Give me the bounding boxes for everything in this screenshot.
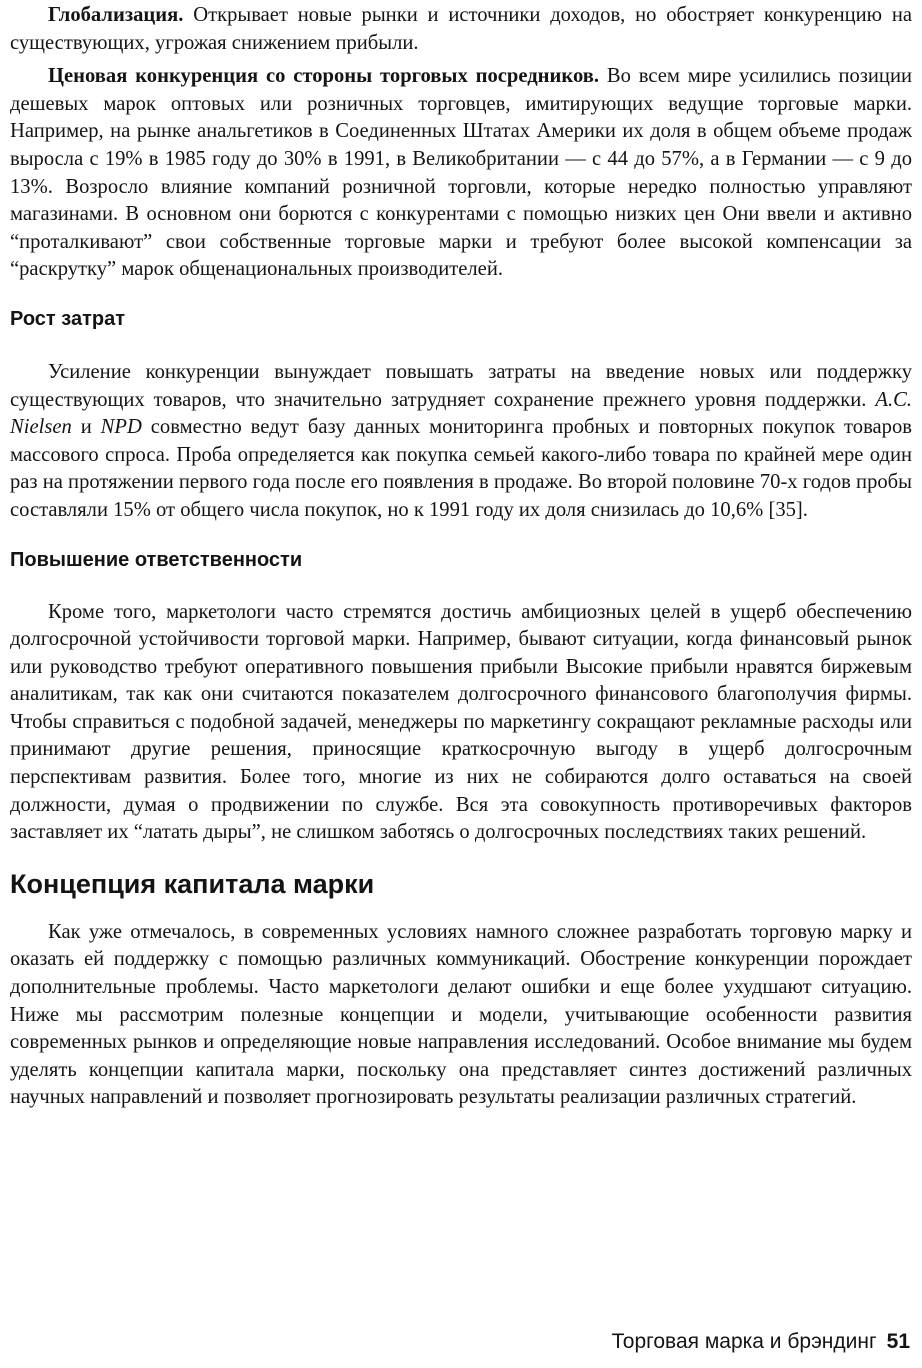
company-name-nielsen: A.C. Nielsen — [10, 388, 912, 439]
paragraph-globalization-text: Открывает новые рынки и источники доходов, но обостряет конкуренцию на существующих, угрожая снижением прибыли. — [10, 4, 912, 54]
page-footer — [612, 1328, 910, 1356]
page-number: 51 — [886, 1330, 910, 1353]
chapter-heading-brand-equity: Концепция капитала марки — [10, 868, 375, 899]
paragraph-brand-equity: Как уже отмечалось, в современных условиях намного сложнее разработать торговую марку и оказать ей поддержку с помощью различных коммуникаций. Обострение конкуренции порождает дополнительные проблемы. Часто маркетологи делают ошибки и еще более ухудшают ситуацию. Ниже мы рассмотрим полезные концепции и модели, учитывающие особенности развития современных рынков и определяющие новые направления исследований. Особое внимание мы будем уделять концепции капитала марки, поскольку она представляет синтез достижений различных научных направлений и позволяет прогнозировать результаты реализации различных стратегий. — [10, 920, 912, 1109]
paragraph-price-competition — [10, 63, 912, 284]
paragraph-globalization — [10, 2, 912, 57]
running-title: Торговая марка и брэндинг — [611, 1330, 877, 1353]
paragraph-rising-costs-text-1: Усиление конкуренции вынуждает повышать затраты на введение новых или поддержку существующих товаров, что значительно затрудняет сохранение прежнего уровня поддержки. — [10, 360, 912, 411]
paragraph-rising-costs-text-2: совместно ведут базу данных мониторинга пробных и повторных покупок товаров массового спроса. Проба определяется как покупка семьей какого-либо товара по крайней мере один раз на протяжении первого года после его появления в продаже. Во второй половине 70-х годов пробы составляли 15% от общего числа покупок, но к 1991 году их доля снизилась до 10,6% [35]. — [10, 416, 912, 521]
section-heading-responsibility: Повышение ответственности — [10, 548, 303, 571]
book-page — [10, 2, 912, 1112]
paragraph-rising-costs-conjunction: и — [71, 416, 101, 439]
paragraph-responsibility: Кроме того, маркетологи часто стремятся достичь амбициозных целей в ущерб обеспечению долгосрочной устойчивости торговой марки. Например, бывают ситуации, когда финансовый рынок или руководство требуют оперативного повышения прибыли Высокие прибыли нравятся биржевым аналитикам, так как они считаются показателем долгосрочного финансового благополучия фирмы. Чтобы справиться с подобной задачей, менеджеры по маркетингу сокращают рекламные расходы или принимают другие решения, приносящие краткосрочную выгоду в ущерб долгосрочным перспективам развития. Более того, многие из них не собираются долго оставаться на своей должности, думая о продвижении по службе. Вся эта совокупность противоречивых факторов заставляет их “латать дыры”, не слишком заботясь о долгосрочных последствиях таких решений. — [10, 600, 912, 844]
paragraph-rising-costs — [10, 359, 912, 525]
run-in-heading-globalization: Глобализация. — [48, 4, 184, 26]
run-in-heading-price-competition: Ценовая конкуренция со стороны торговых посредников. — [48, 65, 600, 88]
paragraph-price-competition-text: Во всем мире усилились позиции дешевых марок оптовых или розничных торговцев, имитирующих ведущие торговые марки. Например, на рынке анальгетиков в Соединенных Штатах Америки их доля в общем объеме продаж выросла с 19% в 1985 году до 30% в 1991, в Великобритании — с 44 до 57%, а в Германии — с 9 до 13%. Возросло влияние компаний розничной торговли, которые нередко полностью управляют магазинами. В основном они борются с конкурентами с помощью низких цен Они ввели и активно “проталкивают” свои собственные торговые марки и требуют более высокой компенсации за “раскрутку” марок общенациональных производителей. — [10, 65, 912, 281]
section-heading-rising-costs: Рост затрат — [10, 307, 125, 330]
company-name-npd: NPD — [100, 416, 142, 439]
